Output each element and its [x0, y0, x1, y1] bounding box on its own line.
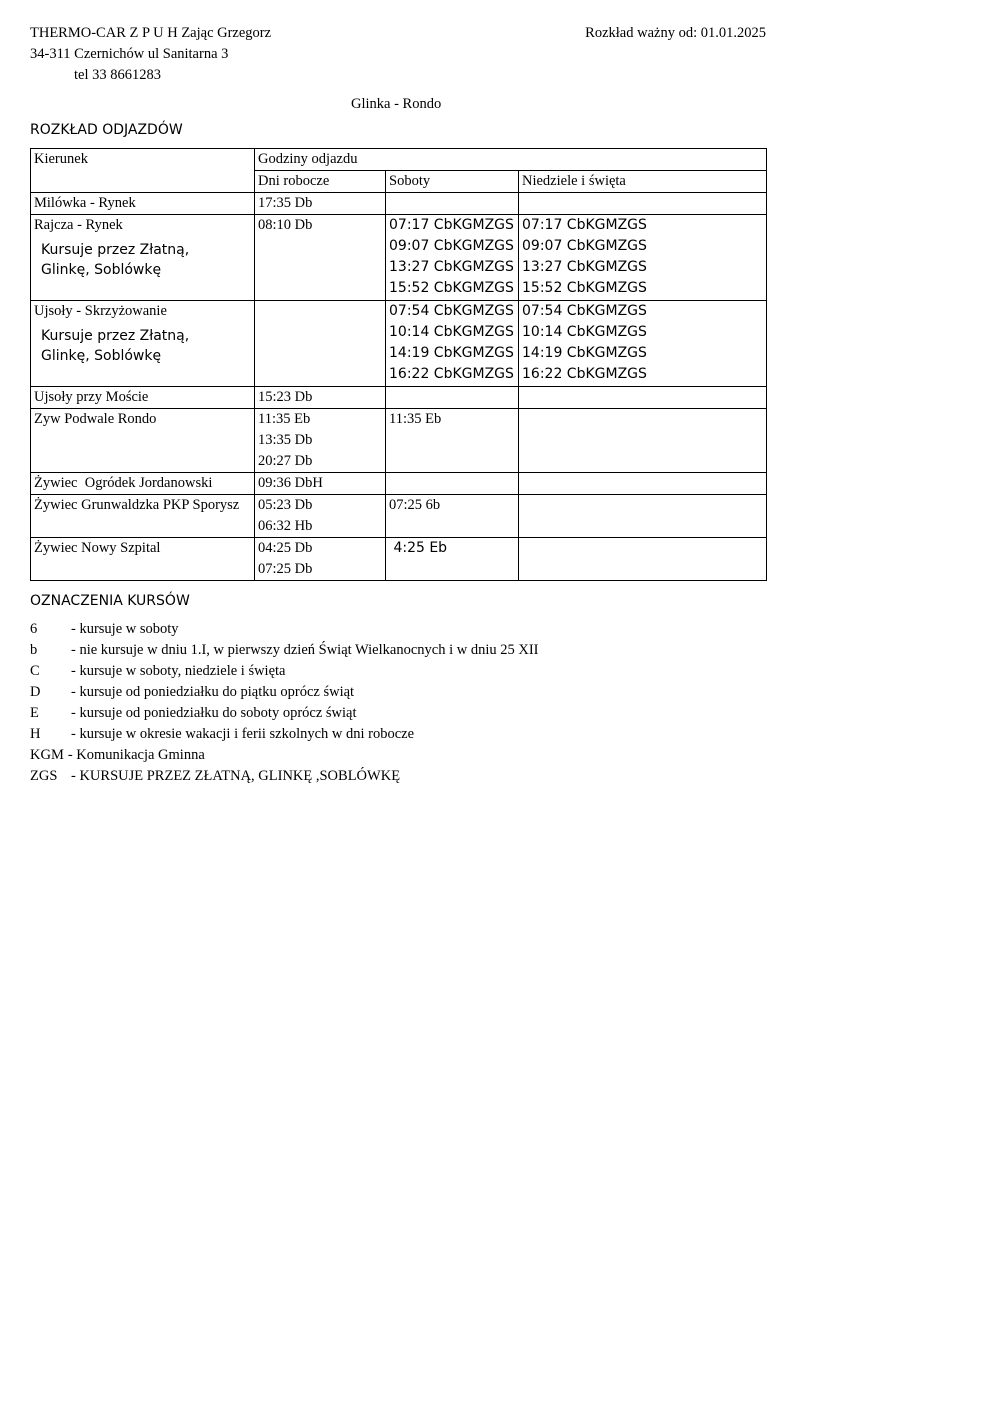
sunday-cell: [519, 538, 767, 581]
departure-time: 15:52 CbKGMZGS: [522, 280, 647, 296]
departure-time: 11:35 Eb: [389, 411, 442, 427]
departure-time: 07:17 CbKGMZGS: [522, 217, 647, 233]
table-row: [31, 538, 767, 581]
legend-code: b: [30, 642, 38, 658]
header-weekdays: Dni robocze: [255, 171, 386, 193]
departure-time: 07:25 6b: [389, 497, 441, 513]
departure-time: 4:25 Eb: [389, 540, 448, 556]
departure-time: 15:52 CbKGMZGS: [389, 280, 514, 296]
saturday-cell: [386, 473, 519, 495]
legend-item: [30, 747, 205, 764]
departure-time: 09:36 DbH: [258, 475, 323, 491]
timetable: [30, 148, 767, 581]
departure-time: 13:35 Db: [258, 432, 313, 448]
table-row: [31, 301, 767, 387]
legend-desc: - Komunikacja Gminna: [67, 747, 205, 763]
table-row: [31, 387, 767, 409]
sunday-cell: [519, 193, 767, 215]
table-row: [31, 215, 767, 301]
legend-item: [30, 768, 400, 785]
direction-cell: Zyw Podwale Rondo: [31, 409, 255, 473]
departure-time: 07:54 CbKGMZGS: [522, 303, 647, 319]
sunday-cell: [519, 495, 767, 538]
legend-code: E: [30, 705, 39, 721]
legend-code: ZGS: [30, 768, 58, 784]
saturday-cell: [386, 301, 519, 387]
legend-desc: - kursuje w soboty, niedziele i święta: [71, 663, 286, 679]
departure-time: 04:25 Db: [258, 540, 313, 556]
weekday-cell: [255, 387, 386, 409]
saturday-cell: [386, 409, 519, 473]
table-row: [31, 495, 767, 538]
legend-code: C: [30, 663, 40, 679]
departure-time: 16:22 CbKGMZGS: [389, 366, 514, 382]
header-times: Godziny odjazdu: [255, 149, 767, 171]
weekday-cell: [255, 301, 386, 387]
saturday-cell: [386, 215, 519, 301]
weekday-cell: [255, 495, 386, 538]
legend-item: [30, 621, 179, 638]
departure-time: 14:19 CbKGMZGS: [522, 345, 647, 361]
sunday-cell: [519, 387, 767, 409]
direction-cell: Żywiec Grunwaldzka PKP Sporysz: [31, 495, 255, 538]
departure-time: 16:22 CbKGMZGS: [522, 366, 647, 382]
departure-time: 14:19 CbKGMZGS: [389, 345, 514, 361]
legend-desc: - nie kursuje w dniu 1.I, w pierwszy dzień Świąt Wielkanocnych i w dniu 25 XII: [71, 642, 539, 658]
departure-time: 06:32 Hb: [258, 518, 313, 534]
legend-desc: - KURSUJE PRZEZ ZŁATNĄ, GLINKĘ ,SOBLÓWKĘ: [71, 768, 401, 784]
legend-item: [30, 642, 538, 659]
saturday-cell: [386, 495, 519, 538]
legend-title: OZNACZENIA KURSÓW: [30, 593, 190, 609]
departure-time: 09:07 CbKGMZGS: [389, 238, 514, 254]
table-row: [31, 473, 767, 495]
valid-from: Rozkład ważny od: 01.01.2025: [585, 25, 766, 41]
direction-name: Ujsoły - Skrzyżowanie: [34, 303, 167, 319]
header-saturdays: Soboty: [386, 171, 519, 193]
table-row: [31, 409, 767, 473]
departure-time: 20:27 Db: [258, 453, 313, 469]
legend-code: 6: [30, 621, 38, 637]
weekday-cell: [255, 538, 386, 581]
header-direction: Kierunek: [31, 149, 255, 193]
departure-time: 07:25 Db: [258, 561, 313, 577]
sunday-cell: [519, 215, 767, 301]
legend-desc: - kursuje od poniedziałku do soboty oprócz świąt: [71, 705, 357, 721]
legend-desc: - kursuje w soboty: [71, 621, 179, 637]
header-sundays: Niedziele i święta: [519, 171, 767, 193]
direction-cell: Żywiec Nowy Szpital: [31, 538, 255, 581]
departure-time: 17:35 Db: [258, 195, 313, 211]
legend-item: [30, 705, 357, 722]
departure-time: 10:14 CbKGMZGS: [522, 324, 647, 340]
table-header-row: [31, 149, 767, 171]
weekday-cell: [255, 473, 386, 495]
legend-item: [30, 726, 414, 743]
company-address: 34-311 Czernichów ul Sanitarna 3: [30, 46, 229, 62]
stop-name: Glinka - Rondo: [351, 96, 442, 112]
legend-item: [30, 663, 286, 680]
saturday-cell: [386, 193, 519, 215]
weekday-cell: [255, 193, 386, 215]
saturday-cell: [386, 538, 519, 581]
section-title: ROZKŁAD ODJAZDÓW: [30, 122, 183, 138]
sunday-cell: [519, 473, 767, 495]
legend-item: [30, 684, 354, 701]
legend-code: D: [30, 684, 41, 700]
route-via-note: Kursuje przez Złatną, Glinkę, Soblówkę: [41, 242, 190, 278]
departure-time: 15:23 Db: [258, 389, 313, 405]
departure-time: 13:27 CbKGMZGS: [389, 259, 514, 275]
sunday-cell: [519, 301, 767, 387]
table-row: [31, 193, 767, 215]
legend-code: KGM: [30, 747, 64, 763]
saturday-cell: [386, 387, 519, 409]
legend-desc: - kursuje w okresie wakacji i ferii szkolnych w dni robocze: [71, 726, 415, 742]
departure-time: 11:35 Eb: [258, 411, 311, 427]
departure-time: 08:10 Db: [258, 217, 313, 233]
legend-desc: - kursuje od poniedziałku do piątku oprócz świąt: [71, 684, 355, 700]
departure-time: 05:23 Db: [258, 497, 313, 513]
company-phone: tel 33 8661283: [74, 67, 161, 83]
departure-time: 07:17 CbKGMZGS: [389, 217, 514, 233]
direction-cell: [31, 301, 255, 387]
direction-cell: [31, 215, 255, 301]
weekday-cell: [255, 409, 386, 473]
direction-cell: Ujsoły przy Moście: [31, 387, 255, 409]
direction-cell: Żywiec Ogródek Jordanowski: [31, 473, 255, 495]
route-via-note: Kursuje przez Złatną, Glinkę, Soblówkę: [41, 328, 190, 364]
legend-code: H: [30, 726, 41, 742]
departure-time: 13:27 CbKGMZGS: [522, 259, 647, 275]
sunday-cell: [519, 409, 767, 473]
direction-name: Rajcza - Rynek: [34, 217, 123, 233]
departure-time: 07:54 CbKGMZGS: [389, 303, 514, 319]
departure-time: 10:14 CbKGMZGS: [389, 324, 514, 340]
departure-time: 09:07 CbKGMZGS: [522, 238, 647, 254]
company-name: THERMO-CAR Z P U H Zając Grzegorz: [30, 25, 272, 41]
weekday-cell: [255, 215, 386, 301]
direction-cell: Milówka - Rynek: [31, 193, 255, 215]
